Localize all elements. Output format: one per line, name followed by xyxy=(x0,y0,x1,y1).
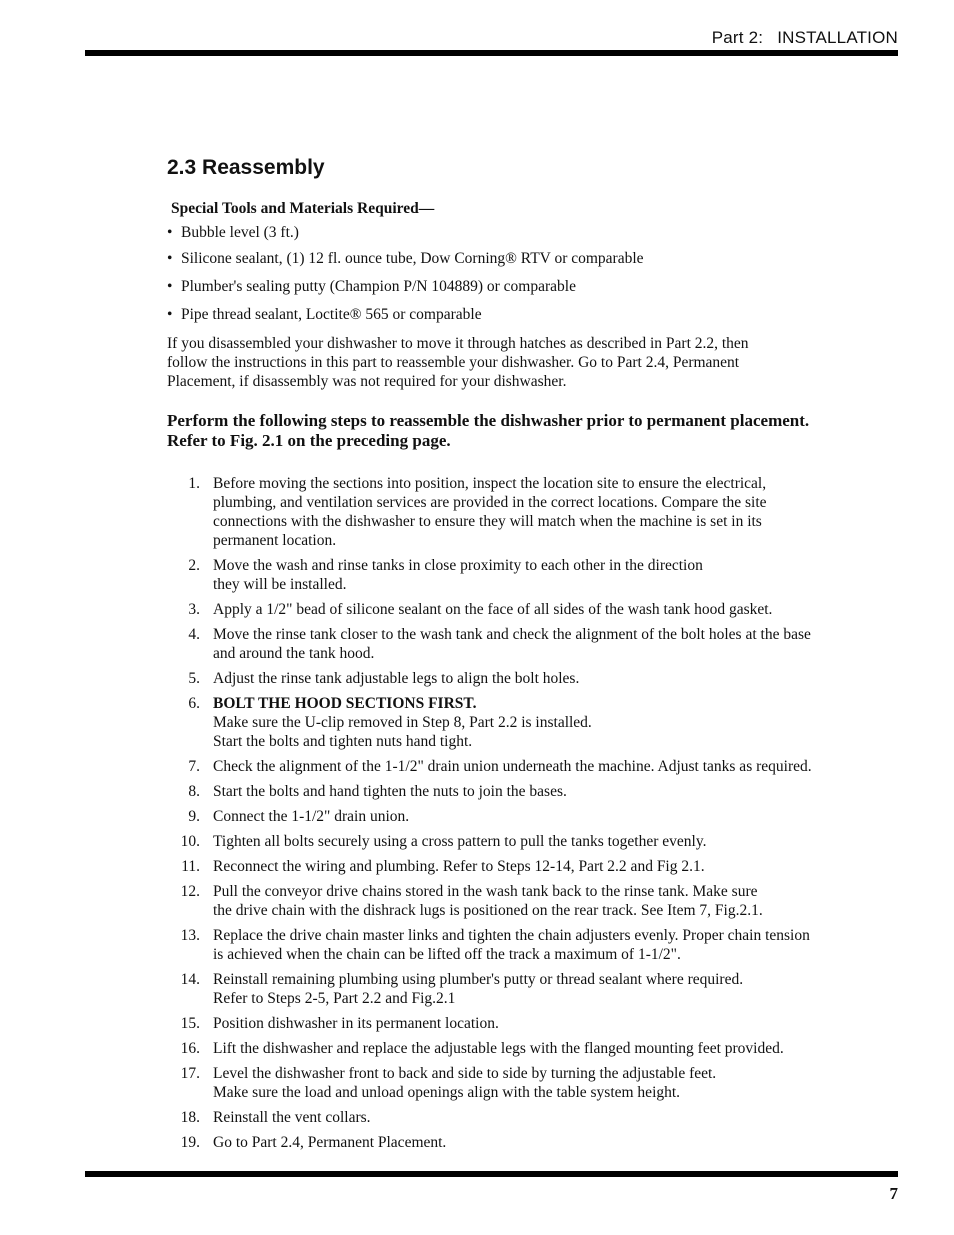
header-rule xyxy=(85,50,898,56)
step-text xyxy=(213,669,903,688)
step-item xyxy=(0,1014,954,1033)
step-number: 10. xyxy=(180,833,200,850)
step-text xyxy=(213,556,903,594)
tools-item: • Pipe thread sealant, Loctite® 565 or comparable xyxy=(167,306,482,323)
tools-heading: Special Tools and Materials Required— xyxy=(171,200,435,217)
step-text xyxy=(213,970,903,1008)
step-item xyxy=(0,832,954,851)
step-text xyxy=(213,882,903,920)
steps-list xyxy=(0,474,954,1158)
step-text xyxy=(213,757,903,776)
step-text xyxy=(213,1039,903,1058)
step-text xyxy=(213,926,903,964)
step-line: plumbing, and ventilation services are provided in the correct locations. Compare the site xyxy=(213,494,767,511)
step-line: Make sure the load and unload openings align with the table system height. xyxy=(213,1084,681,1101)
step-number: 18. xyxy=(180,1109,200,1126)
step-line: Move the rinse tank closer to the wash tank and check the alignment of the bolt holes at the base xyxy=(213,626,811,643)
header-section: INSTALLATION xyxy=(777,28,898,47)
step-number: 15. xyxy=(180,1015,200,1032)
tools-item: • Bubble level (3 ft.) xyxy=(167,224,299,241)
step-number: 13. xyxy=(180,927,200,944)
step-item xyxy=(0,625,954,663)
step-line: Reinstall remaining plumbing using plumber's putty or thread sealant where required. xyxy=(213,971,744,988)
step-item xyxy=(0,694,954,751)
step-number: 7. xyxy=(188,758,200,775)
step-number: 1. xyxy=(188,475,200,492)
step-line: Start the bolts and hand tighten the nuts to join the bases. xyxy=(213,783,567,800)
step-line: Lift the dishwasher and replace the adjustable legs with the flanged mounting feet provided. xyxy=(213,1040,784,1057)
step-number: 14. xyxy=(180,971,200,988)
step-line: Adjust the rinse tank adjustable legs to align the bolt holes. xyxy=(213,670,580,687)
step-line: Tighten all bolts securely using a cross pattern to pull the tanks together evenly. xyxy=(213,833,707,850)
bold-instruction: Perform the following steps to reassemble the dishwasher prior to permanent placement. Refer to Fig. 2.1 on the preceding page. xyxy=(167,411,810,450)
step-line: Make sure the U-clip removed in Step 8, Part 2.2 is installed. xyxy=(213,714,592,731)
step-item xyxy=(0,926,954,964)
step-line: they will be installed. xyxy=(213,576,347,593)
step-item xyxy=(0,1133,954,1152)
step-number: 19. xyxy=(180,1134,200,1151)
step-number: 12. xyxy=(180,883,200,900)
step-number: 8. xyxy=(188,783,200,800)
step-item xyxy=(0,782,954,801)
step-item xyxy=(0,1108,954,1127)
step-item xyxy=(0,970,954,1008)
step-text xyxy=(213,1014,903,1033)
step-item xyxy=(0,474,954,550)
header-part: Part 2: xyxy=(711,28,764,47)
step-line: Check the alignment of the 1-1/2" drain union underneath the machine. Adjust tanks as required. xyxy=(213,758,812,775)
step-line: Position dishwasher in its permanent location. xyxy=(213,1015,499,1032)
step-line: Before moving the sections into position, inspect the location site to ensure the electrical, xyxy=(213,475,767,492)
step-number: 3. xyxy=(188,601,200,618)
step-item xyxy=(0,1064,954,1102)
step-item xyxy=(0,807,954,826)
step-number: 5. xyxy=(188,670,200,687)
step-text xyxy=(213,782,903,801)
running-header xyxy=(712,28,898,48)
step-item xyxy=(0,882,954,920)
step-line: Replace the drive chain master links and tighten the chain adjusters evenly. Proper chain tension xyxy=(213,927,810,944)
step-line: Apply a 1/2" bead of silicone sealant on the face of all sides of the wash tank hood gasket. xyxy=(213,601,773,618)
step-item xyxy=(0,669,954,688)
step-line: the drive chain with the dishrack lugs is positioned on the rear track. See Item 7, Fig.2.1. xyxy=(213,902,763,919)
footer-rule xyxy=(85,1171,898,1177)
step-item xyxy=(0,857,954,876)
step-line: Level the dishwasher front to back and side to side by turning the adjustable feet. xyxy=(213,1065,717,1082)
step-text xyxy=(213,832,903,851)
tools-item: • Silicone sealant, (1) 12 fl. ounce tube, Dow Corning® RTV or comparable xyxy=(167,250,644,267)
step-text xyxy=(213,807,903,826)
step-number: 4. xyxy=(188,626,200,643)
step-text xyxy=(213,1133,903,1152)
section-title: 2.3 Reassembly xyxy=(167,156,325,179)
step-line: Refer to Steps 2-5, Part 2.2 and Fig.2.1 xyxy=(213,990,456,1007)
step-item xyxy=(0,757,954,776)
step-number: 2. xyxy=(188,557,200,574)
step-line: Reconnect the wiring and plumbing. Refer to Steps 12-14, Part 2.2 and Fig 2.1. xyxy=(213,858,705,875)
step-text xyxy=(213,474,903,550)
step-text xyxy=(213,600,903,619)
step-line: Connect the 1-1/2" drain union. xyxy=(213,808,410,825)
intro-paragraph: If you disassembled your dishwasher to move it through hatches as described in Part 2.2, then follow the instructions in this part to reassemble your dishwasher. Go to Part 2.4, Permanent Placement, if disassembly was not required for your dishwasher. xyxy=(167,335,749,390)
step-text xyxy=(213,1064,903,1102)
step-text xyxy=(213,1108,903,1127)
step-number: 11. xyxy=(181,858,200,875)
step-number: 16. xyxy=(180,1040,200,1057)
step-text xyxy=(213,857,903,876)
step-number: 6. xyxy=(188,695,200,712)
step-line: and around the tank hood. xyxy=(213,645,375,662)
page-number: 7 xyxy=(889,1184,898,1203)
step-line: is achieved when the chain can be lifted off the track a maximum of 1-1/2". xyxy=(213,946,681,963)
step-item xyxy=(0,600,954,619)
step-line: permanent location. xyxy=(213,532,337,549)
step-item xyxy=(0,556,954,594)
step-line: Reinstall the vent collars. xyxy=(213,1109,371,1126)
step-line: Pull the conveyor drive chains stored in the wash tank back to the rinse tank. Make sure xyxy=(213,883,758,900)
step-line: Move the wash and rinse tanks in close proximity to each other in the direction xyxy=(213,557,703,574)
step-number: 17. xyxy=(180,1065,200,1082)
step-line: Start the bolts and tighten nuts hand tight. xyxy=(213,733,473,750)
step-number: 9. xyxy=(188,808,200,825)
step-line: connections with the dishwasher to ensure they will match when the machine is set in its xyxy=(213,513,762,530)
step-text xyxy=(213,625,903,663)
step-bold-line: BOLT THE HOOD SECTIONS FIRST. xyxy=(213,695,477,712)
step-line: Go to Part 2.4, Permanent Placement. xyxy=(213,1134,447,1151)
step-text xyxy=(213,694,903,751)
step-item xyxy=(0,1039,954,1058)
tools-item: • Plumber's sealing putty (Champion P/N 104889) or comparable xyxy=(167,278,576,295)
